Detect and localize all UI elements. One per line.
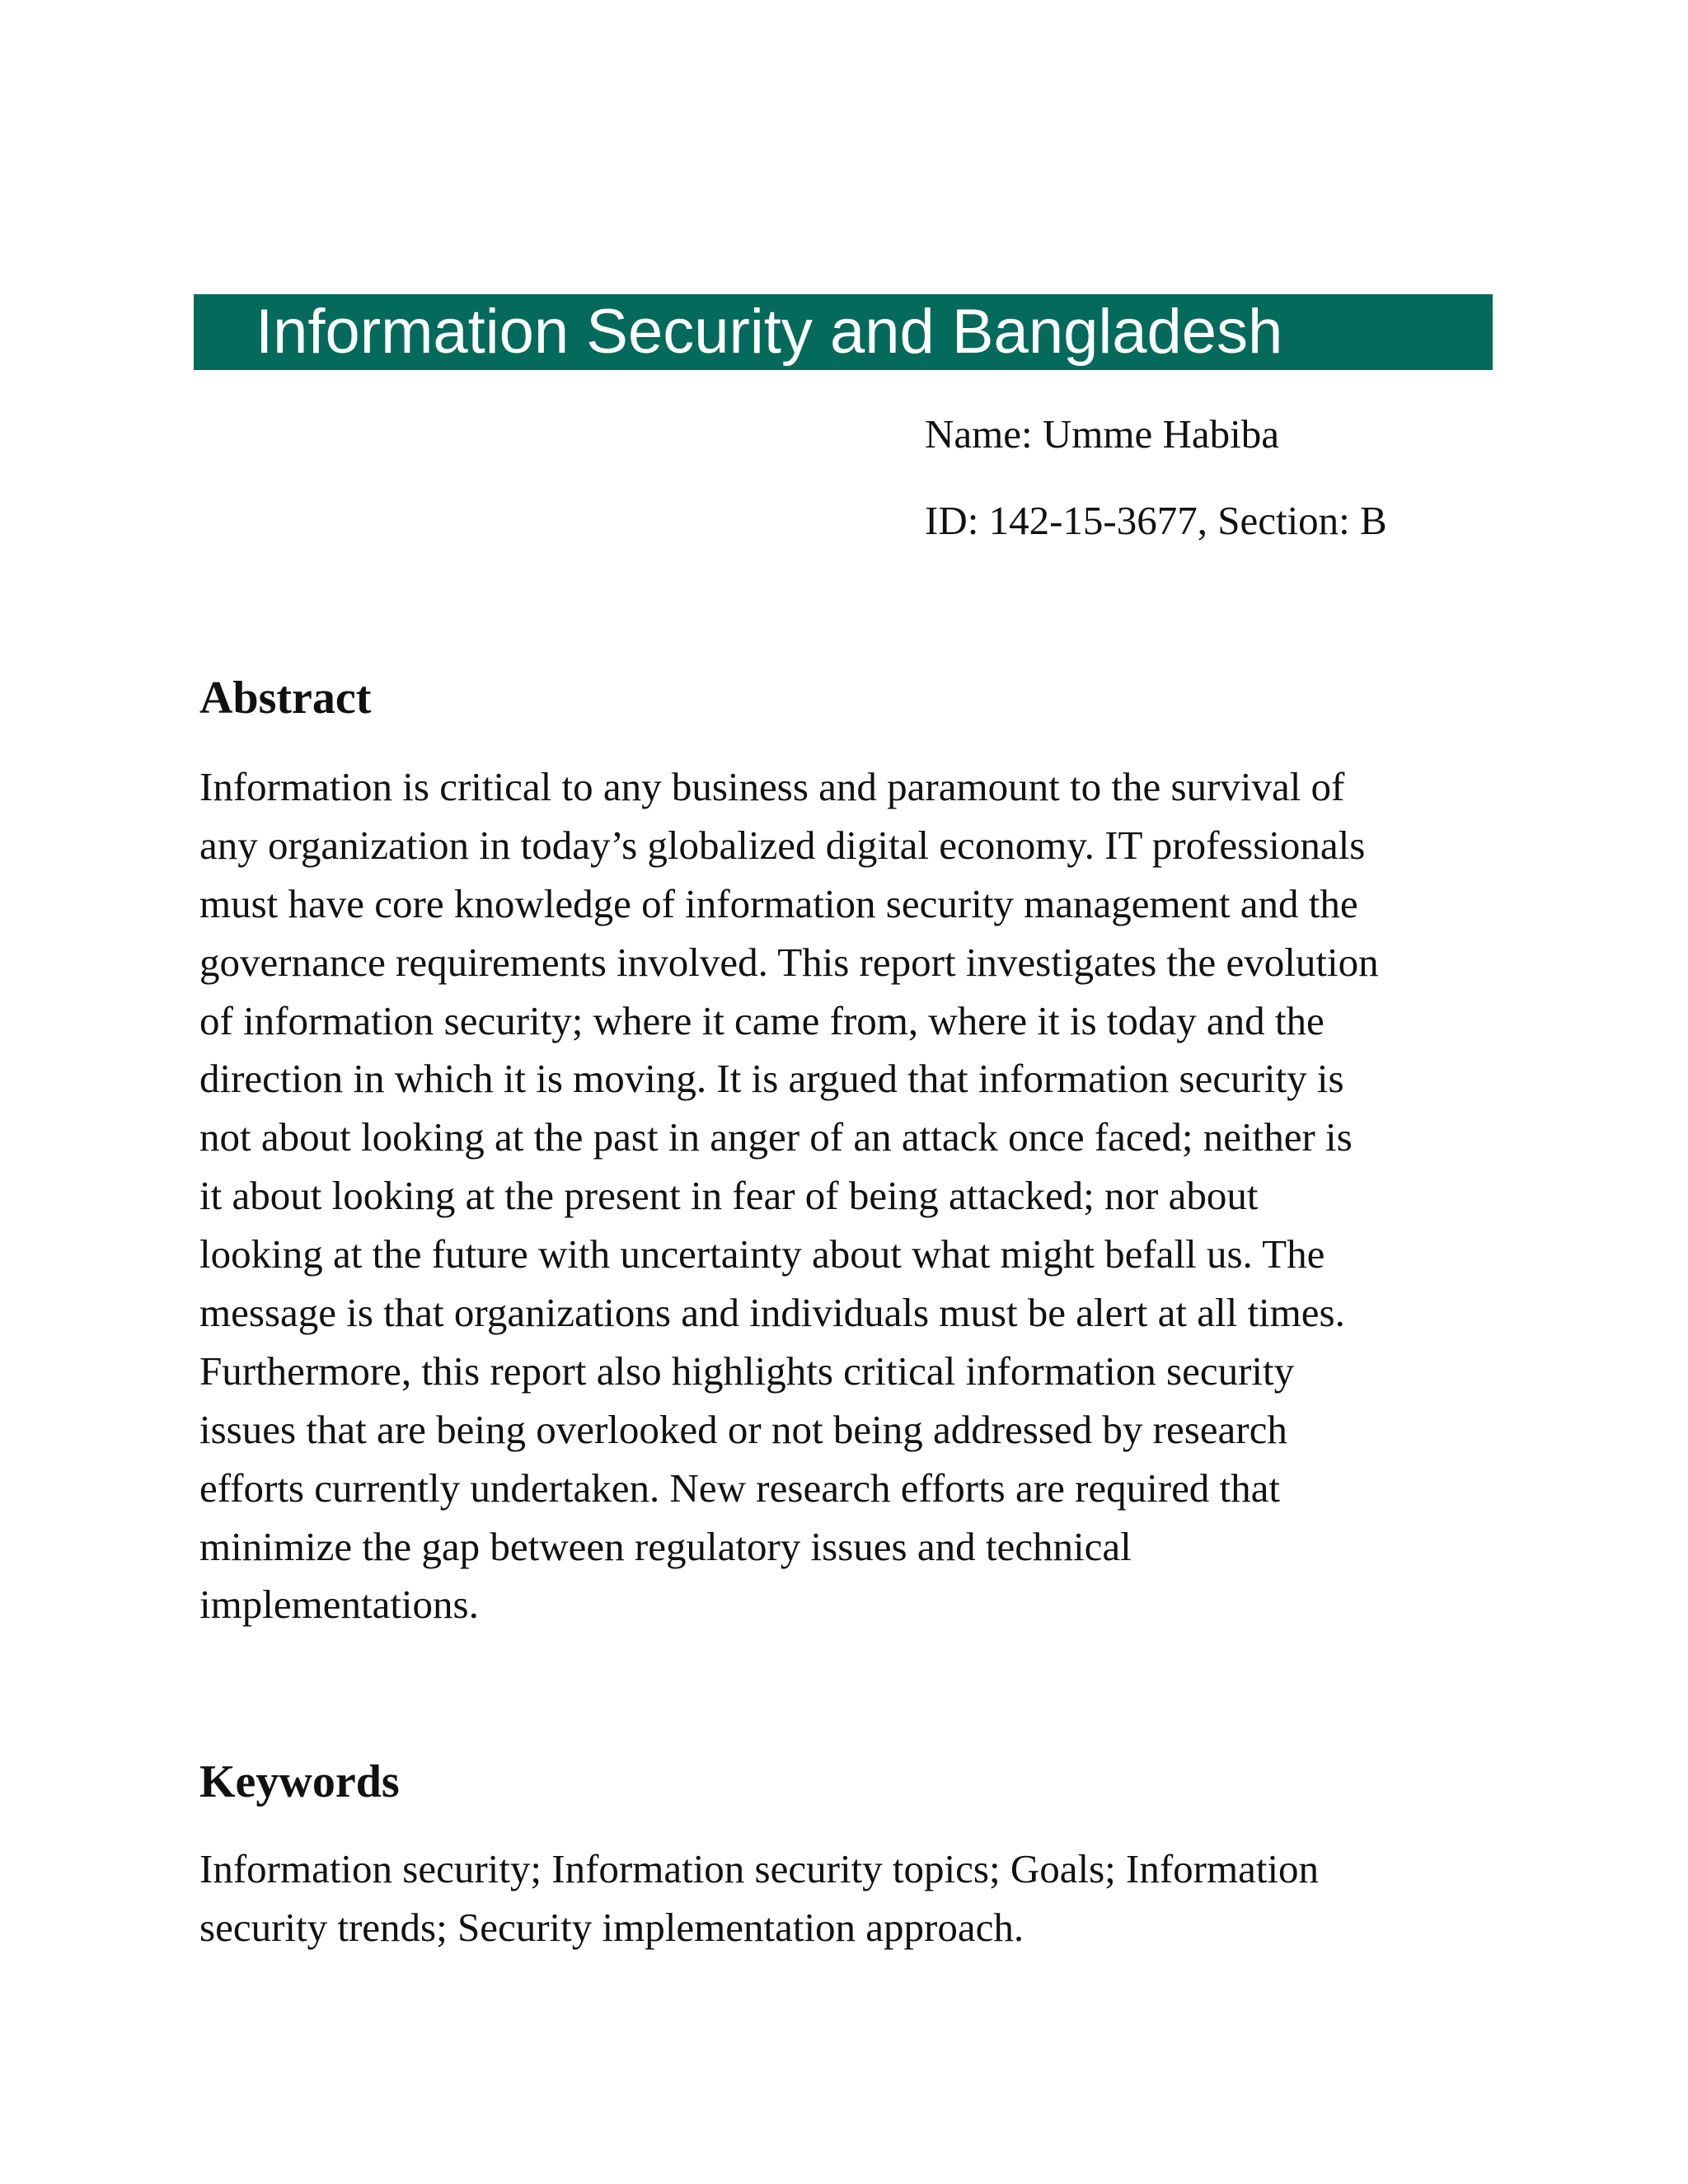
abstract-line: direction in which it is moving. It is argued that information security is xyxy=(199,1056,1344,1102)
abstract-line: must have core knowledge of information security management and the xyxy=(199,880,1358,926)
keywords-body xyxy=(199,1840,1493,1957)
abstract-line: any organization in today’s globalized digital economy. IT professionals xyxy=(199,822,1366,868)
abstract-line: looking at the future with uncertainty about what might befall us. The xyxy=(199,1231,1325,1277)
abstract-line: not about looking at the past in anger of an attack once faced; neither is xyxy=(199,1114,1353,1160)
abstract-line: implementations. xyxy=(199,1582,479,1628)
keywords-line: security trends; Security implementation approach. xyxy=(199,1904,1025,1950)
author-name: Name: Umme Habiba xyxy=(925,411,1279,457)
abstract-line: minimize the gap between regulatory issues and technical xyxy=(199,1523,1132,1569)
document-title: Information Security and Bangladesh xyxy=(256,297,1283,367)
abstract-heading: Abstract xyxy=(199,673,372,724)
abstract-line: of information security; where it came from, where it is today and the xyxy=(199,997,1325,1043)
abstract-body xyxy=(199,758,1493,1634)
abstract-line: Information is critical to any business and paramount to the survival of xyxy=(199,764,1345,809)
abstract-line: efforts currently undertaken. New research efforts are required that xyxy=(199,1465,1281,1511)
abstract-line: issues that are being overlooked or not being addressed by research xyxy=(199,1406,1287,1452)
title-banner xyxy=(194,294,1493,370)
abstract-line: Furthermore, this report also highlights critical information security xyxy=(199,1347,1295,1394)
abstract-line: message is that organizations and individuals must be alert at all times. xyxy=(199,1290,1345,1336)
abstract-line: it about looking at the present in fear of being attacked; nor about xyxy=(199,1173,1259,1219)
keywords-line: Information security; Information security topics; Goals; Information xyxy=(199,1846,1320,1891)
abstract-line: governance requirements involved. This report investigates the evolution xyxy=(199,939,1379,985)
keywords-heading: Keywords xyxy=(199,1756,400,1807)
author-id-section: ID: 142-15-3677, Section: B xyxy=(925,498,1387,543)
